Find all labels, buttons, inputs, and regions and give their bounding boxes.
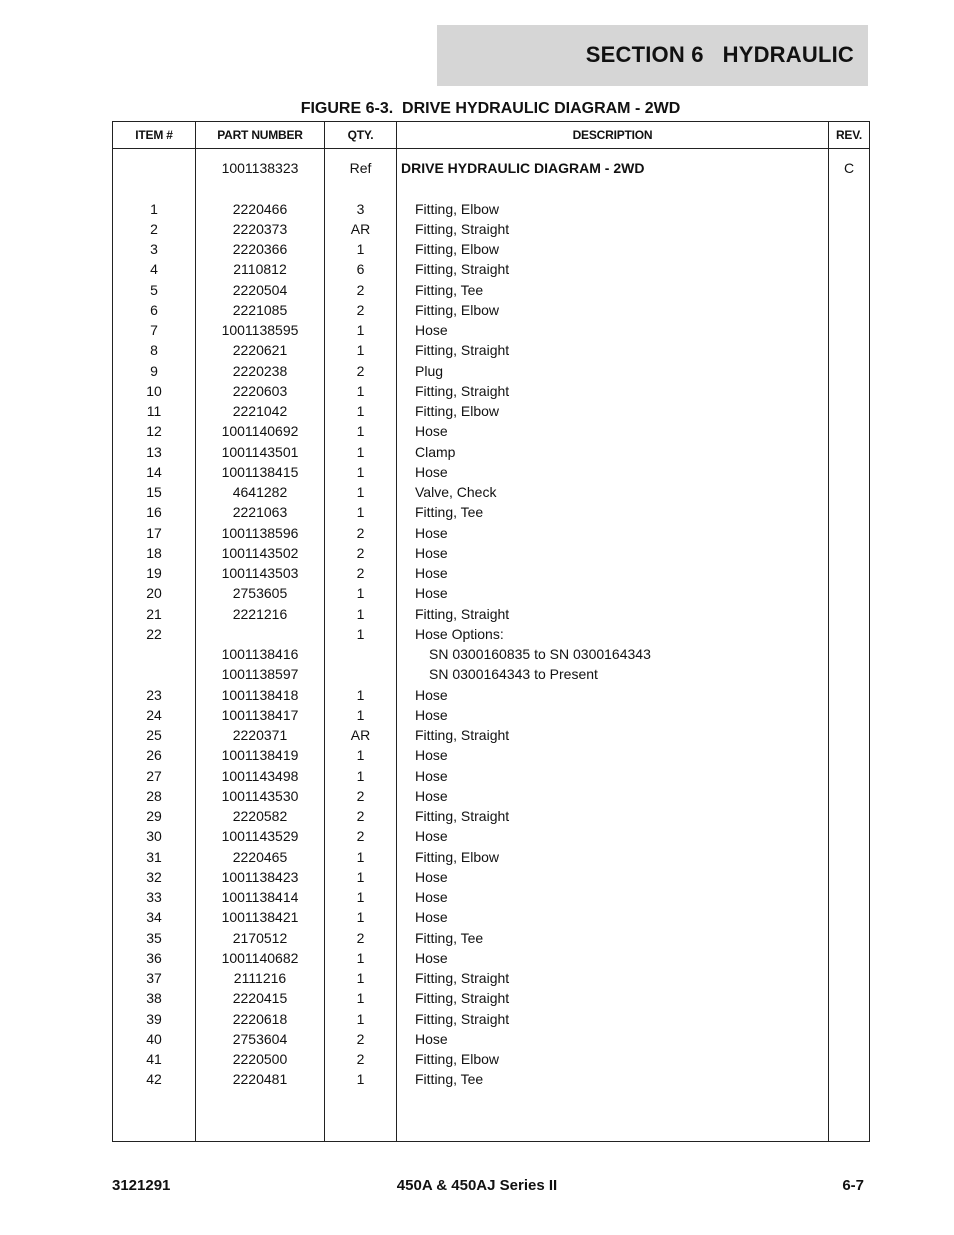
item-number: 27 (146, 767, 162, 784)
item-number: 5 (150, 281, 158, 298)
footer-doc-number: 3121291 (112, 1177, 171, 1194)
description: Fitting, Elbow (415, 241, 500, 257)
footer-model: 450A & 450AJ Series II (396, 1177, 558, 1194)
description: Fitting, Tee (415, 504, 484, 521)
table-row (113, 624, 869, 644)
quantity: 2 (356, 544, 365, 561)
quantity: 1 (356, 1010, 365, 1027)
part-number: 2111216 (233, 970, 287, 986)
header-part-number: PART NUMBER (217, 128, 303, 142)
revision: C (843, 160, 855, 176)
table-row (113, 523, 869, 543)
table-row (113, 604, 869, 624)
description: Valve, Check (415, 484, 497, 500)
part-number: 1001138595 (221, 322, 299, 338)
table-row (113, 300, 869, 320)
quantity: 1 (356, 322, 365, 338)
figure-title: FIGURE 6-3. DRIVE HYDRAULIC DIAGRAM - 2WD (300, 100, 681, 117)
quantity: 1 (356, 605, 365, 622)
item-number: 18 (146, 544, 162, 561)
table-row (113, 502, 869, 522)
item-number: 25 (146, 727, 162, 743)
quantity: AR (350, 727, 371, 743)
description: Hose (415, 463, 448, 480)
quantity: 1 (356, 443, 365, 460)
quantity: 2 (356, 524, 365, 541)
description: Fitting, Tee (415, 281, 484, 298)
table-row (113, 340, 869, 360)
quantity: 1 (356, 484, 365, 500)
table-row (113, 806, 869, 826)
item-number: 42 (146, 1071, 162, 1088)
part-number: 2220603 (232, 382, 288, 399)
quantity: Ref (349, 160, 372, 176)
quantity: 2 (356, 828, 365, 845)
quantity: 2 (356, 301, 365, 318)
table-row (113, 401, 869, 421)
quantity: 1 (356, 747, 365, 764)
quantity: 1 (356, 403, 365, 419)
item-number: 35 (146, 929, 162, 946)
item-number: 7 (150, 322, 158, 338)
table-row (113, 1009, 869, 1029)
description: Hose (415, 322, 448, 338)
description: Hose (415, 544, 448, 561)
part-number: 2753605 (232, 585, 288, 602)
quantity: 1 (356, 848, 365, 865)
part-number: 2170512 (232, 929, 288, 946)
part-number: 1001138423 (221, 868, 299, 885)
part-number: 2220582 (232, 808, 288, 824)
description: Fitting, Elbow (415, 301, 500, 318)
description: Fitting, Elbow (415, 1051, 500, 1067)
quantity: 2 (356, 565, 365, 581)
description: Hose (415, 747, 448, 764)
description: Fitting, Straight (415, 970, 510, 986)
part-number: 1001138415 (221, 463, 299, 480)
description: SN 0300164343 to Present (429, 666, 598, 683)
table-row (113, 745, 869, 765)
quantity: 2 (356, 929, 365, 946)
quantity: 2 (356, 1030, 365, 1047)
table-row (113, 887, 869, 907)
item-number: 24 (146, 706, 162, 723)
part-number: 1001138418 (221, 686, 299, 703)
item-number: 39 (146, 1010, 162, 1027)
part-number: 1001143501 (221, 443, 299, 460)
description: Hose Options: (415, 625, 504, 642)
quantity: 1 (356, 382, 365, 399)
item-number: 26 (146, 747, 162, 764)
header-item: ITEM # (135, 128, 173, 142)
table-row (113, 583, 869, 603)
description: Fitting, Straight (415, 808, 510, 824)
description: Hose (415, 787, 448, 804)
item-number: 40 (146, 1030, 162, 1047)
table-row (113, 563, 869, 583)
item-number: 21 (146, 605, 162, 622)
table-row (113, 705, 869, 725)
table-row (113, 259, 869, 279)
part-number: 1001143503 (221, 565, 299, 581)
quantity: 6 (356, 261, 365, 278)
quantity: 1 (356, 423, 365, 440)
description: Hose (415, 585, 448, 602)
quantity: 1 (356, 909, 365, 926)
description: Fitting, Straight (415, 990, 510, 1007)
item-number: 37 (146, 970, 162, 986)
part-number: 2220500 (232, 1051, 288, 1067)
table-row (113, 158, 869, 178)
quantity: 1 (356, 342, 365, 359)
table-row (113, 826, 869, 846)
part-number: 2220465 (232, 848, 288, 865)
quantity: 1 (356, 767, 365, 784)
part-number: 2221063 (232, 504, 288, 521)
header-qty: QTY. (347, 128, 374, 142)
item-number: 16 (146, 504, 162, 521)
description: Fitting, Elbow (415, 403, 500, 419)
part-number: 1001138414 (221, 889, 299, 905)
description: Fitting, Straight (415, 220, 510, 237)
part-number: 2221042 (232, 403, 288, 419)
part-number: 1001138416 (221, 646, 299, 662)
table-row (113, 867, 869, 887)
item-number: 19 (146, 565, 162, 581)
table-row (113, 199, 869, 219)
part-number: 1001138417 (221, 706, 299, 723)
part-number: 2220238 (232, 362, 288, 379)
table-row (113, 907, 869, 927)
item-number: 32 (146, 868, 162, 885)
item-number: 10 (146, 382, 162, 399)
description: Hose (415, 423, 448, 440)
table-row (113, 381, 869, 401)
description: Plug (415, 362, 444, 379)
table-row (113, 482, 869, 502)
parts-table (112, 121, 870, 1142)
table-row (113, 948, 869, 968)
part-number: 1001143529 (221, 828, 299, 845)
item-number: 33 (146, 889, 162, 905)
table-row (113, 361, 869, 381)
item-number: 2 (150, 220, 158, 237)
item-number: 12 (146, 423, 162, 440)
part-number: 1001143498 (221, 767, 299, 784)
part-number: 2220504 (232, 281, 288, 298)
part-number: 4641282 (232, 484, 288, 500)
table-row (113, 239, 869, 259)
section-header-box (437, 25, 868, 86)
description: Clamp (415, 443, 456, 460)
description: Fitting, Elbow (415, 200, 500, 217)
quantity: AR (350, 220, 371, 237)
table-row (113, 543, 869, 563)
item-number: 4 (150, 261, 158, 278)
part-number: 2220371 (232, 727, 288, 743)
part-number: 1001138419 (221, 747, 299, 764)
item-number: 20 (146, 585, 162, 602)
table-row (113, 988, 869, 1008)
table-row (113, 462, 869, 482)
part-number: 2221216 (232, 605, 288, 622)
table-row (113, 725, 869, 745)
item-number: 13 (146, 443, 162, 460)
quantity: 1 (356, 970, 365, 986)
quantity: 1 (356, 949, 365, 966)
table-row (113, 928, 869, 948)
part-number: 2220618 (232, 1010, 288, 1027)
part-number: 1001143530 (221, 787, 299, 804)
quantity: 1 (356, 625, 365, 642)
item-number: 6 (150, 301, 158, 318)
part-number: 2110812 (233, 261, 287, 278)
description: Fitting, Tee (415, 1071, 484, 1088)
part-number: 1001140692 (221, 423, 299, 440)
item-number: 3 (150, 241, 158, 257)
description: Hose (415, 524, 448, 541)
part-number: 2220621 (232, 342, 288, 359)
part-number: 2753604 (232, 1030, 288, 1047)
table-row (113, 1069, 869, 1089)
item-number: 11 (146, 403, 162, 419)
description: Fitting, Straight (415, 342, 510, 359)
quantity: 3 (356, 200, 365, 217)
table-row (113, 1029, 869, 1049)
description: Hose (415, 565, 448, 581)
quantity: 2 (356, 787, 365, 804)
part-number: 1001138596 (221, 524, 299, 541)
item-number: 31 (146, 848, 162, 865)
table-row (113, 178, 869, 198)
item-number: 8 (150, 342, 158, 359)
description: Hose (415, 909, 448, 926)
description: Hose (415, 767, 448, 784)
part-number: 2220366 (232, 241, 288, 257)
description: Fitting, Straight (415, 1010, 510, 1027)
quantity: 1 (356, 585, 365, 602)
item-number: 22 (146, 625, 162, 642)
table-row (113, 685, 869, 705)
part-number: 1001140682 (221, 949, 299, 966)
table-row (113, 644, 869, 664)
part-number: 2220466 (232, 200, 288, 217)
description: Hose (415, 868, 448, 885)
quantity: 1 (356, 1071, 365, 1088)
item-number: 17 (146, 524, 162, 541)
description: Hose (415, 706, 448, 723)
item-number: 34 (146, 909, 162, 926)
header-divider (113, 148, 869, 149)
part-number: 1001143502 (221, 544, 299, 561)
description: Hose (415, 889, 448, 905)
description: DRIVE HYDRAULIC DIAGRAM - 2WD (401, 160, 645, 176)
section-title: SECTION 6 HYDRAULIC (585, 42, 854, 67)
item-number: 1 (150, 200, 158, 217)
description: Fitting, Elbow (415, 848, 500, 865)
part-number: 1001138421 (221, 909, 299, 926)
description: Fitting, Straight (415, 727, 510, 743)
description: Fitting, Straight (415, 261, 510, 278)
quantity: 1 (356, 504, 365, 521)
item-number: 28 (146, 787, 162, 804)
description: Hose (415, 686, 448, 703)
item-number: 30 (146, 828, 162, 845)
table-row (113, 766, 869, 786)
header-description: DESCRIPTION (572, 128, 653, 142)
description: Fitting, Tee (415, 929, 484, 946)
quantity: 1 (356, 686, 365, 703)
part-number: 1001138323 (221, 160, 299, 176)
description: Hose (415, 1030, 448, 1047)
table-row (113, 442, 869, 462)
item-number: 14 (146, 463, 162, 480)
part-number: 2221085 (232, 301, 288, 318)
footer-page-number: 6-7 (842, 1177, 864, 1194)
table-row (113, 1049, 869, 1069)
table-row (113, 320, 869, 340)
table-row (113, 664, 869, 684)
part-number: 2220373 (232, 220, 288, 237)
quantity: 2 (356, 281, 365, 298)
description: Fitting, Straight (415, 605, 510, 622)
part-number: 2220415 (232, 990, 288, 1007)
table-row (113, 847, 869, 867)
item-number: 9 (150, 362, 158, 379)
table-row (113, 219, 869, 239)
description: SN 0300160835 to SN 0300164343 (429, 646, 651, 662)
table-row (113, 421, 869, 441)
item-number: 29 (146, 808, 162, 824)
description: Fitting, Straight (415, 382, 510, 399)
header-rev: REV. (835, 128, 863, 142)
table-row (113, 786, 869, 806)
quantity: 1 (356, 868, 365, 885)
quantity: 1 (356, 990, 365, 1007)
quantity: 1 (356, 706, 365, 723)
item-number: 15 (146, 484, 162, 500)
quantity: 2 (356, 362, 365, 379)
quantity: 2 (356, 808, 365, 824)
table-row (113, 968, 869, 988)
item-number: 23 (146, 686, 162, 703)
part-number: 1001138597 (221, 666, 299, 683)
description: Hose (415, 949, 448, 966)
item-number: 41 (146, 1051, 162, 1067)
item-number: 36 (146, 949, 162, 966)
table-row (113, 280, 869, 300)
item-number: 38 (146, 990, 162, 1007)
quantity: 2 (356, 1051, 365, 1067)
quantity: 1 (356, 241, 365, 257)
part-number: 2220481 (232, 1071, 288, 1088)
quantity: 1 (356, 889, 365, 905)
description: Hose (415, 828, 448, 845)
quantity: 1 (356, 463, 365, 480)
